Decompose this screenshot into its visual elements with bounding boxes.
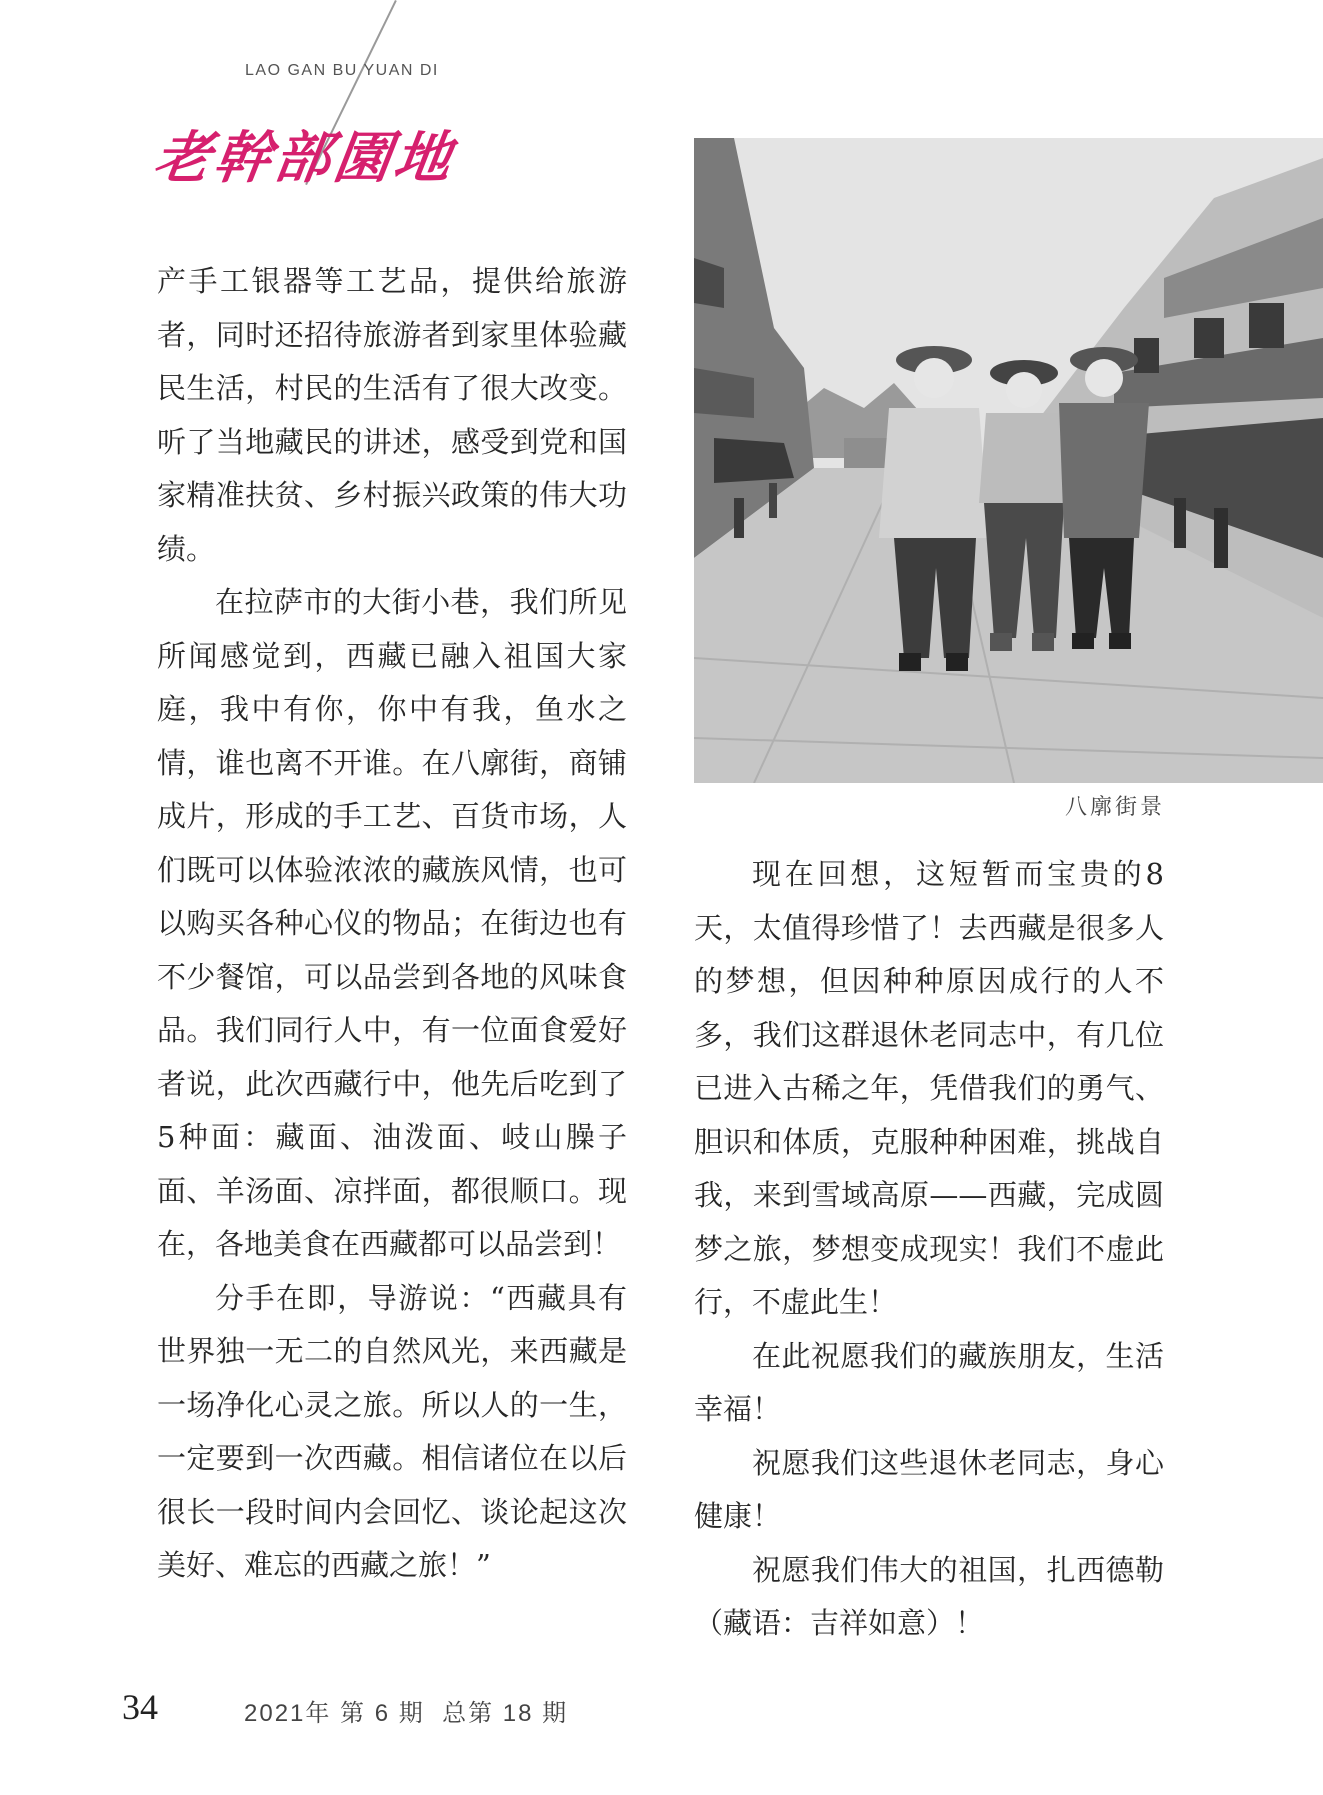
- page-number: 34: [122, 1687, 158, 1727]
- street-scene-illustration: [694, 138, 1323, 783]
- right-column: [694, 848, 1164, 1651]
- photo-caption: 八廓街景: [1064, 795, 1165, 820]
- issue-info: 2021年 第 6 期 总第 18 期: [244, 1700, 569, 1727]
- paragraph: 在此祝愿我们的藏族朋友，生活幸福！: [694, 1338, 1164, 1426]
- paragraph: 现在回想，这短暂而宝贵的8天，太值得珍惜了！去西藏是很多人的梦想，但因种种原因成行的人不多，我们这群退休老同志中，有几位已进入古稀之年，凭借我们的勇气、胆识和体质，克服种种困难，挑战自我，来到雪域高原——西藏，完成圆梦之旅，梦想变成现实！我们不虚此行，不虚此生！: [694, 857, 1164, 1319]
- left-column: [157, 255, 627, 1593]
- masthead-title: 老幹部園地: [149, 125, 460, 191]
- paragraph: 分手在即，导游说：“西藏具有世界独一无二的自然风光，来西藏是一场净化心灵之旅。所以人的一生，一定要到一次西藏。相信诸位在以后很长一段时间内会回忆、谈论起这次美好、难忘的西藏之旅！”: [157, 1280, 627, 1582]
- paragraph: 产手工银器等工艺品，提供给旅游者，同时还招待旅游者到家里体验藏民生活，村民的生活有了很大改变。听了当地藏民的讲述，感受到党和国家精准扶贫、乡村振兴政策的伟大功绩。: [157, 264, 627, 566]
- paragraph: 祝愿我们这些退休老同志，身心健康！: [694, 1445, 1164, 1533]
- page-footer: [122, 1687, 722, 1730]
- paragraph: 祝愿我们伟大的祖国，扎西德勒（藏语：吉祥如意）！: [694, 1552, 1164, 1640]
- street-photo: [694, 138, 1323, 783]
- masthead-subtitle: LAO GAN BU YUAN DI: [245, 62, 439, 79]
- paragraph: 在拉萨市的大街小巷，我们所见所闻感觉到，西藏已融入祖国大家庭，我中有你，你中有我，鱼水之情，谁也离不开谁。在八廓街，商铺成片，形成的手工艺、百货市场，人们既可以体验浓浓的藏族风情，也可以购买各种心仪的物品；在街边也有不少餐馆，可以品尝到各地的风味食品。我们同行人中，有一位面食爱好者说，此次西藏行中，他先后吃到了5种面：藏面、油泼面、岐山臊子面、羊汤面、凉拌面，都很顺口。现在，各地美食在西藏都可以品尝到！: [157, 585, 627, 1261]
